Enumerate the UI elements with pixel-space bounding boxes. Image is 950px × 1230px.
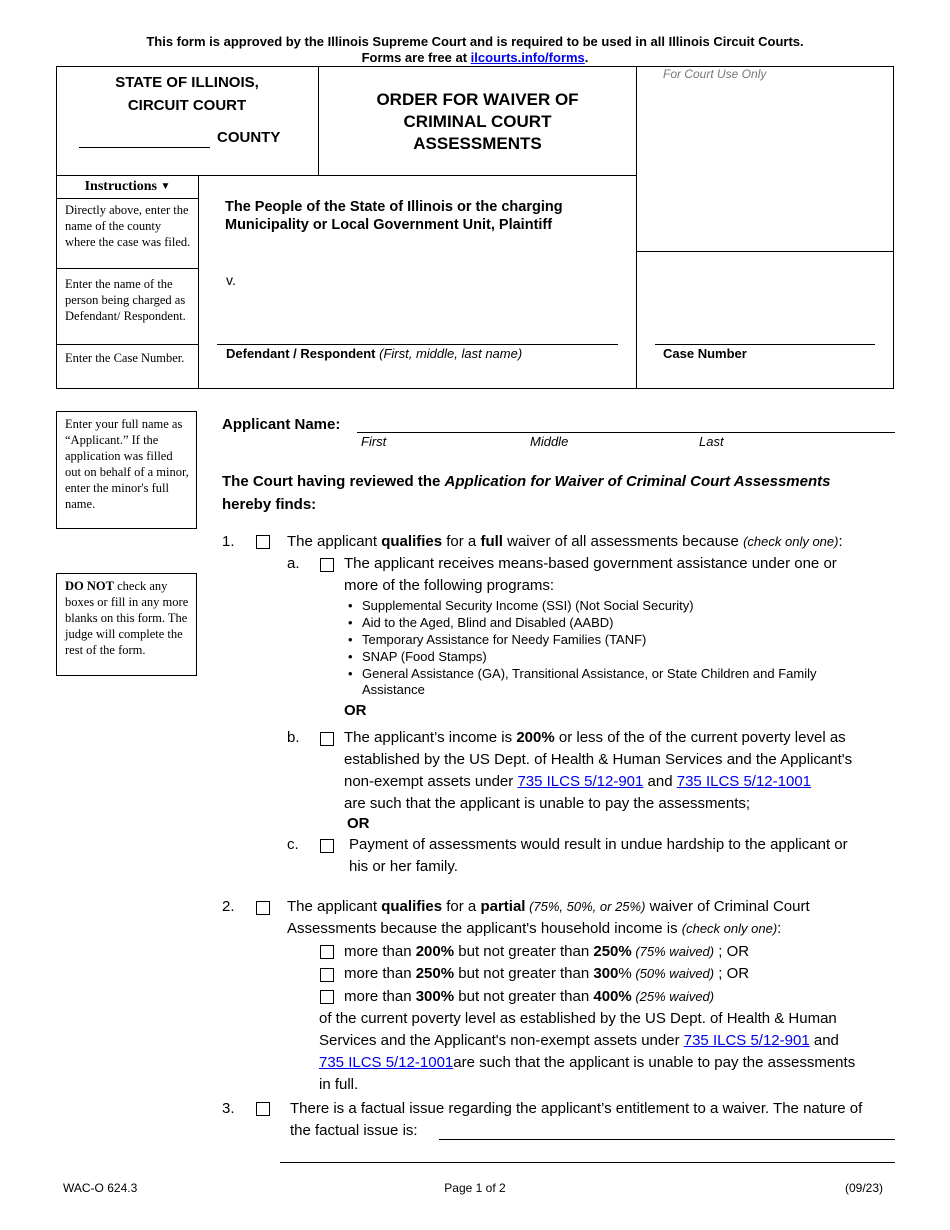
item2-option-checkbox[interactable] <box>320 945 334 959</box>
item1a-text: The applicant receives means-based government assistance under one or more of the following programs: <box>344 555 837 594</box>
or-label: OR <box>344 702 367 719</box>
findings-intro: The Court having reviewed the Application for Waiver of Criminal Court Assessments hereby finds: <box>222 473 831 513</box>
page-number: Page 1 of 2 <box>444 1181 506 1195</box>
item2-option: more than 250% but not greater than 300% (50% waived) ; OR <box>344 965 750 982</box>
item2-option-checkbox[interactable] <box>320 968 334 982</box>
ilcs-12-901-link[interactable]: 735 ILCS 5/12-901 <box>517 773 644 790</box>
factual-issue-input-2[interactable] <box>280 1162 895 1163</box>
case-number-label: Case Number <box>663 346 747 361</box>
instruction-defendant: Enter the name of the person being charged as Defendant/ Respondent. <box>65 277 186 323</box>
case-number-input[interactable] <box>655 344 875 345</box>
item1b-text: The applicant’s income is 200% or less of the of the current poverty level as established by the US Dept. of Health & Human Services and the Applicant's non-exempt assets under 735 ILCS 5/12-901 and 735 ILCS 5/12-1001 are such that the applicant is unable to pay the assessments; <box>344 729 853 812</box>
county-label: COUNTY <box>217 129 281 146</box>
item2-text: The applicant qualifies for a partial (75%, 50%, or 25%) waiver of Criminal Court Assessments because the applicant's household income is (check only one): <box>287 898 810 937</box>
instructions-heading: Instructions ▼ <box>84 179 171 194</box>
item2-option: more than 200% but not greater than 250% (75% waived) ; OR <box>344 943 750 960</box>
program-item: • General Assistance (GA), Transitional Assistance, or State Children and Family Assistance <box>344 666 874 698</box>
form-title: ORDER FOR WAIVER OF CRIMINAL COURT ASSESSMENTS <box>376 90 579 153</box>
court-use-label: For Court Use Only <box>663 67 767 81</box>
item1a-checkbox[interactable] <box>320 558 334 572</box>
defendant-input[interactable] <box>217 344 618 345</box>
program-item: • Temporary Assistance for Needy Families (TANF) <box>344 632 874 648</box>
item1c-text: Payment of assessments would result in undue hardship to the applicant or his or her family. <box>349 836 848 875</box>
item2-checkbox[interactable] <box>256 901 270 915</box>
item1b-letter: b. <box>287 729 300 746</box>
ilcs-12-1001-link[interactable]: 735 ILCS 5/12-1001 <box>319 1054 454 1071</box>
item1c-checkbox[interactable] <box>320 839 334 853</box>
program-list <box>344 598 874 699</box>
item3-number: 3. <box>222 1100 235 1117</box>
middle-label: Middle <box>530 434 569 449</box>
versus-label: v. <box>226 272 236 288</box>
ilcourts-link[interactable]: ilcourts.info/forms <box>470 50 585 65</box>
program-item: • Aid to the Aged, Blind and Disabled (AABD) <box>344 615 874 631</box>
approval-notice: This form is approved by the Illinois Supreme Court and is required to be used in all Illinois Circuit Courts. <box>146 34 804 49</box>
ilcs-12-901-link[interactable]: 735 ILCS 5/12-901 <box>683 1032 810 1049</box>
plaintiff-label: The People of the State of Illinois or the charging Municipality or Local Government Unit, Plaintiff <box>225 199 563 233</box>
revision-date: (09/23) <box>845 1181 884 1195</box>
item1-text: The applicant qualifies for a full waiver of all assessments because (check only one): <box>287 533 843 550</box>
instruction-do-not: DO NOT check any boxes or fill in any more blanks on this form. The judge will complete the rest of the form. <box>65 579 189 657</box>
state-label: STATE OF ILLINOIS, <box>115 74 259 91</box>
applicant-name-label: Applicant Name: <box>222 416 341 433</box>
item1-number: 1. <box>222 533 235 550</box>
applicant-name-input[interactable] <box>357 432 895 433</box>
court-label: CIRCUIT COURT <box>127 97 247 114</box>
instruction-applicant: Enter your full name as “Applicant.” If the application was filled out on behalf of a minor, enter the minor's full name. <box>65 417 189 511</box>
item1c-letter: c. <box>287 836 299 853</box>
defendant-label: Defendant / Respondent (First, middle, last name) <box>226 346 523 361</box>
item1b-checkbox[interactable] <box>320 732 334 746</box>
item1a-letter: a. <box>287 555 300 572</box>
instruction-county: Directly above, enter the name of the county where the case was filed. <box>65 203 191 249</box>
item3-text: There is a factual issue regarding the applicant’s entitlement to a waiver. The nature of the factual issue is: <box>290 1100 863 1139</box>
first-label: First <box>361 434 387 449</box>
or-label: OR <box>347 815 370 832</box>
form-id: WAC-O 624.3 <box>63 1181 138 1195</box>
item2-tail-text: of the current poverty level as established by the US Dept. of Health & Human Services and the Applicant's non-exempt assets under 735 ILCS 5/12-901 and 735 ILCS 5/12-1001are such that the applicant is unable to pay the assessments in full. <box>319 1010 856 1093</box>
last-label: Last <box>699 434 724 449</box>
triangle-down-icon: ▼ <box>160 181 171 192</box>
program-item: • SNAP (Food Stamps) <box>344 649 874 665</box>
county-input[interactable] <box>79 147 210 148</box>
item2-option-checkbox[interactable] <box>320 990 334 1004</box>
item2-number: 2. <box>222 898 235 915</box>
ilcs-12-1001-link[interactable]: 735 ILCS 5/12-1001 <box>676 773 812 790</box>
instruction-case-number: Enter the Case Number. <box>65 351 185 365</box>
item3-checkbox[interactable] <box>256 1102 270 1116</box>
program-item: • Supplemental Security Income (SSI) (Not Social Security) <box>344 598 874 614</box>
factual-issue-input[interactable] <box>439 1139 895 1140</box>
item1-checkbox[interactable] <box>256 535 270 549</box>
item2-option: more than 300% but not greater than 400% (25% waived) <box>344 988 715 1005</box>
forms-free-notice: Forms are free at ilcourts.info/forms. <box>361 50 589 65</box>
